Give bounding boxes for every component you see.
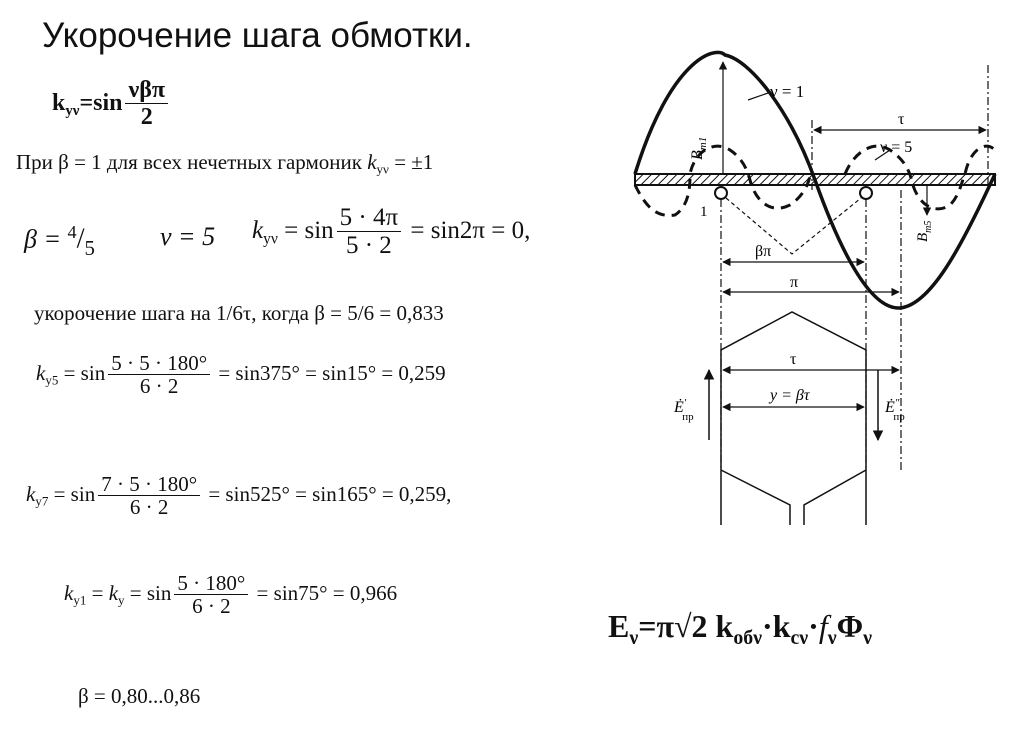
ky7-eq: = sin bbox=[48, 481, 96, 506]
example-fraction bbox=[337, 205, 401, 260]
example-beta-lhs: β = bbox=[24, 224, 68, 254]
note-beta-one-rest: = ±1 bbox=[388, 150, 434, 174]
formula-kyv-definition bbox=[52, 78, 171, 131]
ky1-eq: = sin bbox=[124, 580, 172, 605]
note-beta-one bbox=[16, 150, 433, 178]
emf-phi: Φ bbox=[836, 608, 864, 644]
formula-kyv-lhs-sub: yν bbox=[65, 103, 80, 119]
example-k-sub: yν bbox=[263, 230, 278, 248]
example-k: k bbox=[252, 217, 264, 245]
coil-number-label: 1 bbox=[700, 204, 708, 220]
betapi-label: βπ bbox=[755, 243, 772, 260]
example-kyv-sin2pi bbox=[252, 205, 530, 260]
formula-kyv-num: νβπ bbox=[125, 78, 168, 104]
emf-lhs-sub: ν bbox=[629, 626, 639, 649]
formula-emf bbox=[608, 608, 872, 650]
formula-kyv-den: 2 bbox=[140, 104, 153, 131]
emf-left-label: Ė′ пр bbox=[674, 397, 694, 423]
emf-eq: =π√2 bbox=[638, 608, 716, 644]
ky7-den: 6 · 2 bbox=[129, 495, 169, 520]
y-label: y = βτ bbox=[770, 387, 810, 404]
example-den: 5 · 2 bbox=[345, 232, 392, 260]
winding-pitch-diagram bbox=[630, 0, 1010, 545]
ky7-fraction bbox=[98, 473, 200, 519]
ky5-eq: = sin bbox=[58, 360, 106, 385]
ky7-rest: = sin525° = sin165° = 0,259, bbox=[203, 481, 452, 506]
example-rest: = sin2π = 0, bbox=[404, 217, 531, 245]
emf-k1-sub: обν bbox=[733, 626, 763, 649]
ky1-k2: k bbox=[108, 580, 119, 605]
formula-ky7 bbox=[26, 473, 451, 519]
emf-k2: k bbox=[772, 608, 791, 644]
ky5-fraction bbox=[108, 352, 210, 398]
emf-dot2: · bbox=[808, 608, 819, 644]
emf-phi-sub: ν bbox=[863, 626, 872, 649]
example-beta-four-fifths bbox=[24, 222, 95, 261]
ky1-den: 6 · 2 bbox=[192, 594, 231, 619]
coil-outline-bottom-left bbox=[721, 470, 790, 525]
formula-kyv-lhs: k bbox=[52, 89, 66, 116]
ky1-sub: y1 bbox=[73, 592, 87, 608]
example-beta-slash: / bbox=[76, 223, 85, 255]
ky5-num: 5 · 5 · 180° bbox=[108, 352, 210, 375]
example-nu-text: ν = 5 bbox=[160, 222, 216, 251]
example-beta-den: 5 bbox=[84, 236, 95, 260]
tau-coil-label: τ bbox=[790, 351, 797, 368]
ky7-k: k bbox=[26, 481, 36, 506]
coil-outline bbox=[721, 312, 866, 525]
emf-f: f bbox=[818, 608, 828, 644]
coil-side-1 bbox=[715, 187, 727, 199]
emf-f-sub: ν bbox=[827, 626, 837, 649]
ky5-den: 6 · 2 bbox=[139, 374, 179, 399]
note-beta-one-k: k bbox=[367, 150, 377, 174]
emf-dot1: · bbox=[762, 608, 773, 644]
ky1-sub2: y bbox=[118, 592, 125, 608]
emf-right-label: Ė″ пр bbox=[885, 397, 905, 423]
slide-title: Укорочение шага обмотки. bbox=[42, 16, 473, 55]
ky5-sub: y5 bbox=[45, 372, 59, 388]
ky1-mid: = bbox=[86, 580, 109, 605]
nu5-label: ν = 5 bbox=[880, 139, 913, 156]
ky1-num: 5 · 180° bbox=[174, 572, 248, 595]
tau-top-label: τ bbox=[898, 111, 905, 128]
bm1-label: $B_{m1}$ bbox=[689, 136, 709, 160]
example-beta-num: 4 bbox=[67, 222, 77, 242]
formula-kyv-eq: =sin bbox=[79, 89, 123, 116]
example-eq: = sin bbox=[277, 217, 334, 245]
ky1-k: k bbox=[64, 580, 74, 605]
ky5-rest: = sin375° = sin15° = 0,259 bbox=[213, 360, 446, 385]
example-nu-five bbox=[160, 222, 215, 252]
nu1-label: ν = 1 bbox=[770, 82, 805, 101]
bm5-label: $B_{m5}$ bbox=[915, 220, 934, 242]
note-beta-one-sub: yν bbox=[376, 161, 389, 177]
pi-label: π bbox=[790, 274, 799, 291]
beta-range: β = 0,80...0,86 bbox=[78, 684, 201, 708]
ky5-k: k bbox=[36, 360, 46, 385]
note-beta-one-text: При β = 1 для всех нечетных гармоник bbox=[16, 150, 368, 174]
nu1-leader bbox=[748, 93, 768, 100]
ky7-sub: y7 bbox=[35, 493, 49, 509]
emf-k2-sub: cν bbox=[790, 626, 809, 649]
formula-ky5 bbox=[36, 352, 446, 398]
emf-lhs: E bbox=[608, 608, 630, 644]
ky1-rest: = sin75° = 0,966 bbox=[251, 580, 398, 605]
formula-kyv-fraction bbox=[125, 78, 168, 131]
emf-k1: k bbox=[715, 608, 734, 644]
shortening-note: укорочение шага на 1/6τ, когда β = 5/6 = 0,833 bbox=[34, 301, 444, 325]
ky7-num: 7 · 5 · 180° bbox=[98, 473, 200, 496]
ky1-fraction bbox=[174, 572, 248, 618]
formula-ky1 bbox=[64, 572, 397, 618]
coil-outline-bottom-right bbox=[804, 470, 866, 525]
coil-side-2 bbox=[860, 187, 872, 199]
example-num: 5 · 4π bbox=[337, 205, 401, 232]
